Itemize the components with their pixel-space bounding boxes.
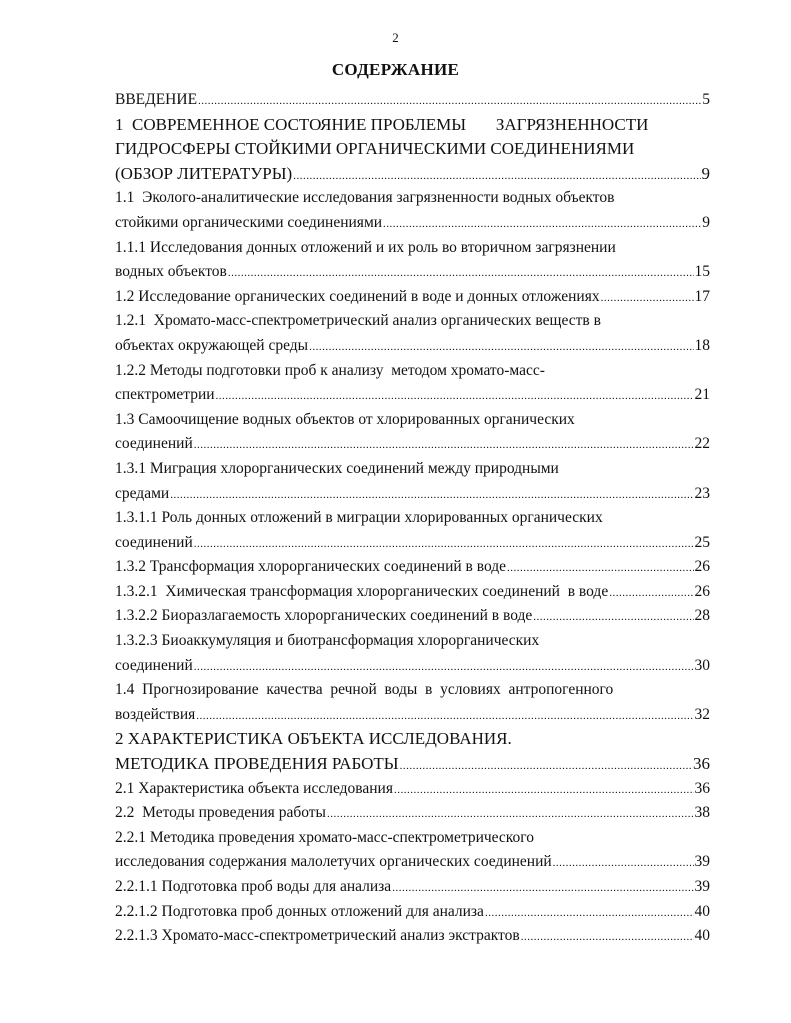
- toc-entry-title: 2.2.1.3 Хромато-масс-спектрометрический анализ экстрактов: [115, 927, 520, 945]
- toc-entry-title: 1.3.1.1 Роль донных отложений в миграции хлорированных органических: [115, 509, 603, 527]
- toc-entry-title: соединений: [115, 533, 193, 551]
- toc-entry: [115, 506, 710, 555]
- toc-leader-dots: [327, 802, 694, 827]
- toc-entry-title: 2 ХАРАКТЕРИСТИКА ОБЪЕКТА ИССЛЕДОВАНИЯ.: [115, 729, 512, 749]
- toc-line: [115, 703, 710, 728]
- toc-entry-title: 1.3.1 Миграция хлорорганических соединений между природными: [115, 459, 559, 477]
- toc-entry: [115, 629, 710, 678]
- toc-page-number: 30: [694, 656, 710, 674]
- toc-line: [115, 457, 710, 482]
- toc-leader-dots: [533, 605, 693, 630]
- toc-line: [115, 137, 710, 162]
- toc-entry-title: 1 СОВРЕМЕННОЕ СОСТОЯНИЕ ПРОБЛЕМЫ ЗАГРЯЗНЕННОСТИ: [115, 114, 649, 134]
- toc-line: [115, 629, 710, 654]
- toc-leader-dots: [228, 261, 694, 286]
- toc-leader-dots: [198, 89, 701, 114]
- toc-page-number: 9: [701, 163, 710, 183]
- toc-entry: [115, 580, 710, 605]
- toc-entry-title: 2.2.1 Методика проведения хромато-масс-спектрометрического: [115, 828, 535, 846]
- toc-entry: [115, 924, 710, 949]
- toc-page-number: 17: [694, 287, 710, 305]
- toc-line: [115, 826, 710, 851]
- toc-entry-title: (ОБЗОР ЛИТЕРАТУРЫ): [115, 163, 293, 183]
- toc-entry-title: водных объектов: [115, 263, 227, 281]
- toc-entry: [115, 113, 710, 187]
- toc-entry-title: 1.2 Исследование органических соединений в воде и донных отложениях: [115, 287, 600, 305]
- toc-entry-title: ВВЕДЕНИЕ: [115, 91, 198, 108]
- toc-line: [115, 408, 710, 433]
- toc-entry-title: исследования содержания малолетучих органических соединений: [115, 853, 552, 871]
- toc-entry: [115, 236, 710, 285]
- toc-leader-dots: [196, 704, 693, 729]
- toc-leader-dots: [485, 901, 694, 926]
- toc-line: [115, 334, 710, 359]
- toc-line: [115, 777, 710, 802]
- toc-leader-dots: [394, 778, 694, 803]
- toc-leader-dots: [507, 556, 693, 581]
- toc-entry: [115, 875, 710, 900]
- toc-line: [115, 875, 710, 900]
- toc-entry: [115, 186, 710, 235]
- toc-entry-title: 1.3 Самоочищение водных объектов от хлорированных органических: [115, 410, 575, 428]
- toc-entry-title: 1.3.2.1 Химическая трансформация хлорорганических соединений в воде: [115, 582, 609, 600]
- toc-entry: [115, 826, 710, 875]
- toc-line: [115, 752, 710, 777]
- toc-entry: [115, 408, 710, 457]
- toc-line: [115, 850, 710, 875]
- toc-page-number: 23: [694, 484, 710, 502]
- toc-entry: [115, 457, 710, 506]
- toc-leader-dots: [601, 286, 694, 311]
- toc-line: [115, 236, 710, 261]
- toc-entry: [115, 88, 710, 113]
- toc-leader-dots: [383, 212, 701, 237]
- toc-line: [115, 727, 710, 752]
- toc-leader-dots: [521, 925, 694, 950]
- toc-line: [115, 432, 710, 457]
- toc-entry: [115, 309, 710, 358]
- toc-entry: [115, 604, 710, 629]
- toc-line: [115, 900, 710, 925]
- toc-entry-title: МЕТОДИКА ПРОВЕДЕНИЯ РАБОТЫ: [115, 754, 399, 774]
- toc-page-number: 32: [694, 705, 710, 723]
- toc-entry-title: ГИДРОСФЕРЫ СТОЙКИМИ ОРГАНИЧЕСКИМИ СОЕДИНЕНИЯМИ: [115, 139, 635, 159]
- toc-page-number: 9: [702, 213, 710, 231]
- toc-entry-title: 1.2.2 Методы подготовки проб к анализу методом хромато-масс-: [115, 361, 545, 379]
- toc-page-number: 25: [694, 533, 710, 551]
- toc-leader-dots: [293, 164, 700, 189]
- toc-page-number: 36: [694, 779, 710, 797]
- toc-line: [115, 506, 710, 531]
- toc-page-number: 39: [694, 853, 710, 871]
- toc-leader-dots: [194, 433, 694, 458]
- toc-page-number: 5: [702, 91, 710, 108]
- toc-leader-dots: [309, 335, 693, 360]
- toc-leader-dots: [609, 581, 693, 606]
- page-number: 2: [392, 30, 399, 45]
- toc-entry: [115, 777, 710, 802]
- toc-line: [115, 285, 710, 310]
- toc-entry-title: 1.3.2.3 Биоаккумуляция и биотрансформация хлорорганических: [115, 632, 540, 650]
- toc-entry: [115, 678, 710, 727]
- toc-line: [115, 604, 710, 629]
- toc-entry: [115, 359, 710, 408]
- toc-leader-dots: [194, 532, 694, 557]
- toc-entry-title: 2.2.1.2 Подготовка проб донных отложений для анализа: [115, 902, 484, 920]
- toc-line: [115, 260, 710, 285]
- toc-line: [115, 555, 710, 580]
- toc-entry-title: объектах окружающей среды: [115, 336, 309, 354]
- toc-leader-dots: [553, 851, 694, 876]
- table-of-contents: [115, 88, 710, 949]
- toc-leader-dots: [194, 655, 694, 680]
- toc-line: [115, 359, 710, 384]
- toc-entry: [115, 801, 710, 826]
- toc-entry-title: 2.1 Характеристика объекта исследования: [115, 779, 393, 797]
- toc-entry-title: средами: [115, 484, 170, 502]
- toc-entry-title: соединений: [115, 656, 193, 674]
- toc-page-number: 38: [694, 804, 710, 822]
- toc-page-number: 18: [694, 336, 710, 354]
- toc-line: [115, 580, 710, 605]
- toc-entry: [115, 900, 710, 925]
- toc-line: [115, 211, 710, 236]
- toc-entry-title: спектрометрии: [115, 386, 215, 404]
- toc-line: [115, 482, 710, 507]
- toc-entry-title: воздействия: [115, 705, 196, 723]
- toc-line: [115, 654, 710, 679]
- toc-line: [115, 531, 710, 556]
- toc-entry-title: 1.3.2.2 Биоразлагаемость хлорорганических соединений в воде: [115, 607, 533, 625]
- toc-page-number: 15: [694, 263, 710, 281]
- toc-entry-title: 2.2 Методы проведения работы: [115, 804, 326, 822]
- toc-entry-title: 1.3.2 Трансформация хлорорганических соединений в воде: [115, 558, 507, 576]
- toc-entry-title: 1.1.1 Исследования донных отложений и их роль во вторичном загрязнении: [115, 238, 616, 256]
- toc-page-number: 21: [694, 386, 710, 404]
- toc-leader-dots: [216, 384, 694, 409]
- toc-entry-title: 1.4 Прогнозирование качества речной воды в условиях антропогенного: [115, 681, 614, 699]
- toc-page-number: 36: [693, 754, 710, 774]
- toc-leader-dots: [392, 876, 693, 901]
- toc-line: [115, 678, 710, 703]
- toc-leader-dots: [170, 483, 693, 508]
- toc-page-number: 28: [694, 607, 710, 625]
- toc-line: [115, 88, 710, 113]
- toc-entry-title: 2.2.1.1 Подготовка проб воды для анализа: [115, 878, 392, 895]
- toc-line: [115, 309, 710, 334]
- toc-entry-title: соединений: [115, 435, 193, 453]
- toc-line: [115, 924, 710, 949]
- toc-entry: [115, 727, 710, 776]
- toc-page-number: 26: [694, 558, 710, 576]
- toc-line: [115, 801, 710, 826]
- toc-line: [115, 383, 710, 408]
- page-title: СОДЕРЖАНИЕ: [331, 60, 460, 79]
- toc-page-number: 40: [694, 902, 710, 920]
- toc-line: [115, 113, 710, 138]
- toc-entry-title: стойкими органическими соединениями: [115, 213, 383, 231]
- toc-page-number: 26: [694, 582, 710, 600]
- toc-entry-title: 1.2.1 Хромато-масс-спектрометрический анализ органических веществ в: [115, 312, 601, 330]
- toc-line: [115, 186, 710, 211]
- toc-leader-dots: [400, 754, 692, 779]
- toc-page-number: 39: [694, 878, 710, 895]
- toc-line: [115, 162, 710, 187]
- toc-entry: [115, 555, 710, 580]
- toc-entry: [115, 285, 710, 310]
- toc-page-number: 22: [694, 435, 710, 453]
- toc-entry-title: 1.1 Эколого-аналитические исследования загрязненности водных объектов: [115, 189, 615, 207]
- toc-page-number: 40: [694, 927, 710, 945]
